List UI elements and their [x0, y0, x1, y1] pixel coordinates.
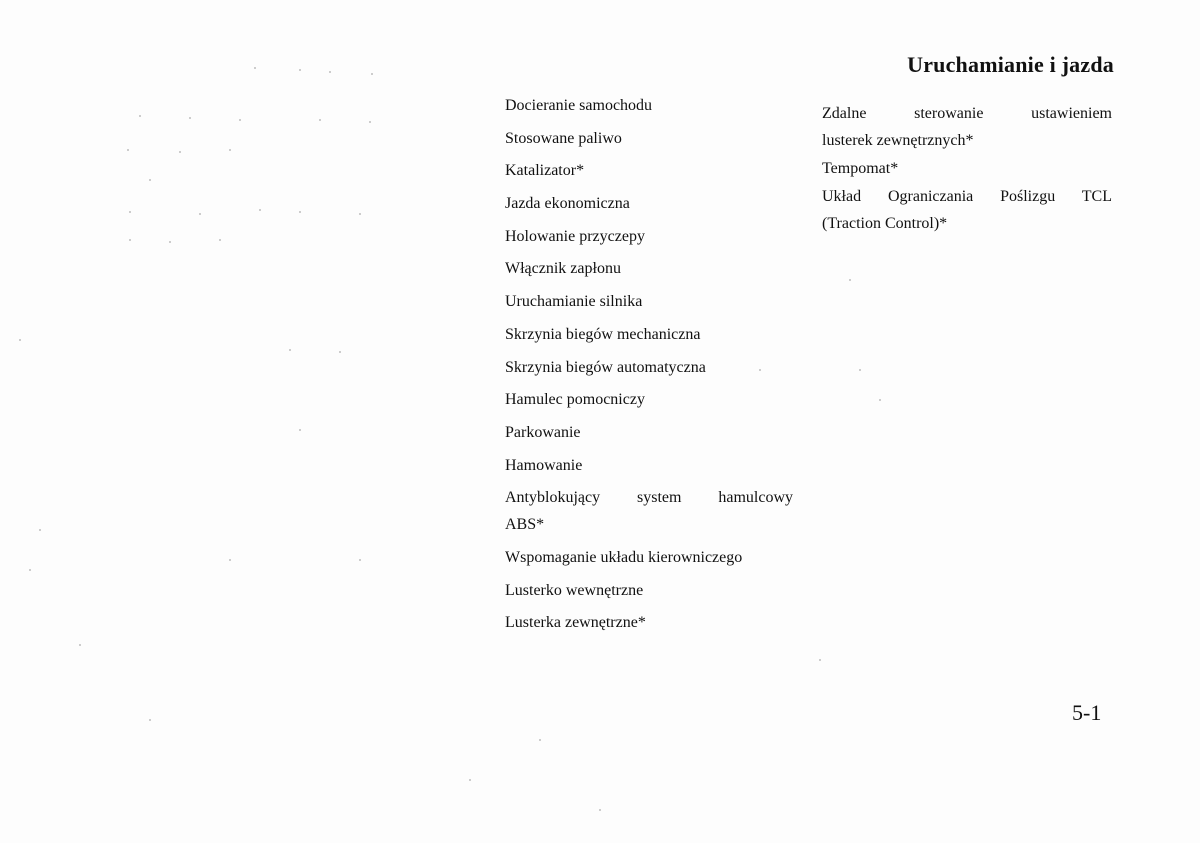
toc-item: Hamulec pomocniczy	[505, 391, 645, 409]
toc-item: Zdalne sterowanie ustawieniem	[822, 105, 1112, 122]
toc-item: Lusterko wewnętrzne	[505, 581, 644, 599]
toc-item: Hamowanie	[505, 456, 583, 474]
toc-item: Wspomaganie układu kierowniczego	[505, 548, 743, 566]
toc-item-continuation: lusterek zewnętrznych*	[822, 132, 974, 149]
table-of-contents-right	[822, 104, 1112, 242]
toc-item: Skrzynia biegów mechaniczna	[505, 325, 701, 343]
toc-item: Lusterka zewnętrzne*	[505, 614, 646, 632]
toc-item-continuation: ABS*	[505, 516, 545, 534]
toc-item-continuation: (Traction Control)*	[822, 215, 948, 232]
section-title: Uruchamianie i jazda	[907, 52, 1114, 77]
toc-item: Jazda ekonomiczna	[505, 195, 630, 213]
toc-item: Tempomat*	[822, 160, 899, 177]
toc-item: Holowanie przyczepy	[505, 227, 645, 245]
toc-item: Uruchamianie silnika	[505, 293, 643, 311]
toc-item: Skrzynia biegów automatyczna	[505, 358, 706, 376]
toc-item: Układ Ograniczania Poślizgu TCL	[822, 188, 1112, 205]
toc-item: Włącznik zapłonu	[505, 260, 621, 278]
toc-item: Antyblokujący system hamulcowy	[505, 489, 793, 507]
toc-item: Katalizator*	[505, 162, 585, 180]
toc-item: Parkowanie	[505, 423, 581, 441]
page-number: 5-1	[1072, 700, 1102, 725]
toc-item: Stosowane paliwo	[505, 129, 622, 147]
table-of-contents-left	[505, 96, 805, 646]
toc-item: Docieranie samochodu	[505, 97, 653, 114]
